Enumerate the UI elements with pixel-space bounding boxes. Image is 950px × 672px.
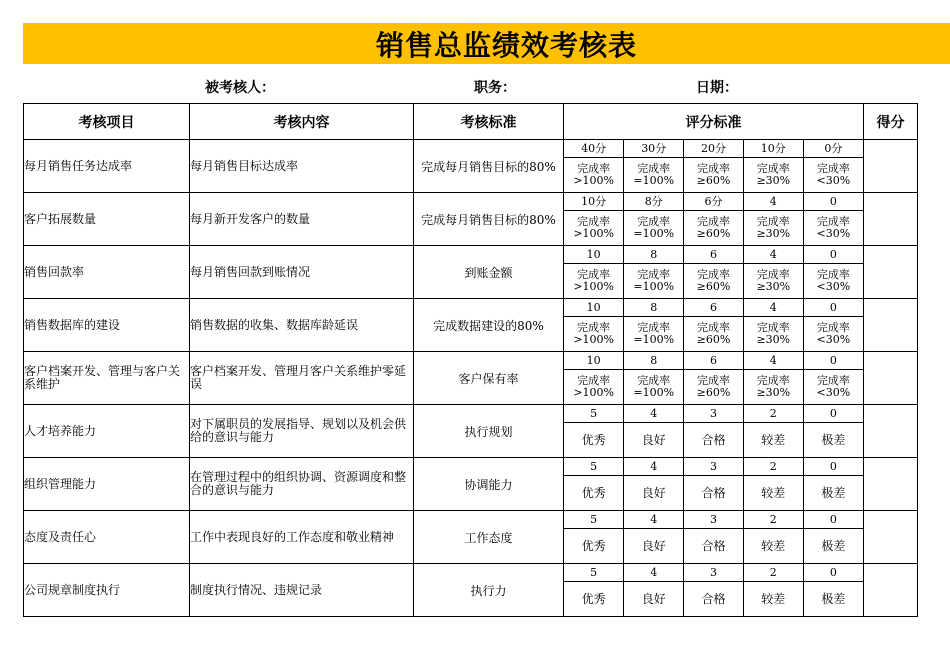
rating-criterion-line: 优秀	[581, 433, 606, 447]
rating-points: 3	[684, 511, 744, 529]
rating-criterion-line: 完成率	[637, 321, 671, 334]
rating-criterion-line: 完成率	[696, 162, 730, 175]
header-rating: 评分标准	[564, 104, 864, 140]
score-field[interactable]	[864, 405, 918, 458]
rating-criterion-line: <30%	[816, 333, 851, 346]
rating-criterion-line: 较差	[761, 592, 786, 606]
rating-criterion	[803, 264, 863, 299]
rating-criterion	[743, 423, 803, 458]
rating-criterion	[743, 582, 803, 617]
table-row	[24, 246, 918, 299]
rating-points: 6	[684, 246, 744, 264]
rating-criterion	[743, 158, 803, 193]
rating-scale	[564, 299, 864, 352]
rating-criterion-line: 完成率	[816, 374, 850, 387]
rating-points: 2	[743, 511, 803, 529]
rating-points: 40分	[564, 140, 624, 158]
rating-points: 10分	[743, 140, 803, 158]
rating-criterion	[684, 211, 744, 246]
score-field[interactable]	[864, 246, 918, 299]
rating-points: 4	[624, 405, 684, 423]
rating-criterion-line: ≥60%	[696, 280, 731, 293]
rating-scale	[564, 405, 864, 458]
rating-points: 3	[684, 458, 744, 476]
rating-criterion	[743, 317, 803, 352]
rating-criterion-line: >100%	[573, 333, 614, 346]
rating-criterion-line: 完成率	[696, 374, 730, 387]
assessment-standard: 执行规划	[414, 405, 564, 458]
rating-criterion	[743, 529, 803, 564]
rating-criterion-line: 合格	[701, 486, 726, 500]
rating-criterion-line: 较差	[761, 539, 786, 553]
rating-points: 0	[803, 246, 863, 264]
rating-criterion-line: >100%	[573, 227, 614, 240]
header-score: 得分	[864, 104, 918, 140]
rating-points: 10	[564, 299, 624, 317]
rating-criterion-line: ≥30%	[756, 174, 791, 187]
rating-criterion-line: 完成率	[577, 321, 611, 334]
rating-points: 10	[564, 352, 624, 370]
page-title: 销售总监绩效考核表	[375, 28, 637, 62]
assessment-standard: 到账金额	[414, 246, 564, 299]
rating-criterion	[624, 582, 684, 617]
rating-points: 2	[743, 458, 803, 476]
rating-criterion-line: <30%	[816, 280, 851, 293]
score-field[interactable]	[864, 564, 918, 617]
rating-points: 2	[743, 405, 803, 423]
table-row	[24, 352, 918, 405]
rating-criterion-line: <30%	[816, 227, 851, 240]
rating-criterion-line: =100%	[633, 386, 675, 399]
rating-criterion-line: ≥30%	[756, 227, 791, 240]
rating-points: 0	[803, 352, 863, 370]
rating-criterion-line: 优秀	[581, 486, 606, 500]
assessment-item: 每月销售任务达成率	[24, 140, 190, 193]
rating-criterion-line: 良好	[641, 433, 666, 447]
rating-scale	[564, 193, 864, 246]
rating-criterion	[743, 211, 803, 246]
assessment-item: 客户档案开发、管理与客户关系维护	[24, 352, 190, 405]
rating-criterion-line: <30%	[816, 386, 851, 399]
header-row	[24, 104, 918, 140]
rating-criterion-line: 完成率	[577, 268, 611, 281]
score-field[interactable]	[864, 511, 918, 564]
rating-points: 10分	[564, 193, 624, 211]
rating-points: 6	[684, 352, 744, 370]
rating-criterion	[564, 529, 624, 564]
rating-criterion	[803, 158, 863, 193]
rating-points: 8	[624, 352, 684, 370]
rating-criterion-line: =100%	[633, 227, 675, 240]
table-row	[24, 193, 918, 246]
assessment-item: 态度及责任心	[24, 511, 190, 564]
rating-criterion-line: 完成率	[756, 268, 790, 281]
rating-criterion-line: 优秀	[581, 539, 606, 553]
rating-criterion	[743, 264, 803, 299]
rating-points: 8	[624, 246, 684, 264]
assessment-table	[23, 103, 918, 617]
title-banner	[23, 23, 950, 64]
score-field[interactable]	[864, 352, 918, 405]
rating-criterion-line: 完成率	[816, 215, 850, 228]
rating-criterion-line: ≥60%	[696, 227, 731, 240]
rating-criterion-line: ≥30%	[756, 333, 791, 346]
rating-criterion	[803, 529, 863, 564]
rating-points: 4	[624, 564, 684, 582]
rating-points: 6分	[684, 193, 744, 211]
rating-criterion-line: 完成率	[756, 215, 790, 228]
rating-points: 5	[564, 405, 624, 423]
rating-points: 0	[803, 458, 863, 476]
rating-criterion	[684, 158, 744, 193]
rating-criterion-line: 较差	[761, 433, 786, 447]
header-item: 考核项目	[24, 104, 190, 140]
table-row	[24, 140, 918, 193]
score-field[interactable]	[864, 299, 918, 352]
assessment-item: 客户拓展数量	[24, 193, 190, 246]
rating-points: 10	[564, 246, 624, 264]
header-content: 考核内容	[190, 104, 414, 140]
assessment-content: 在管理过程中的组织协调、资源调度和整合的意识与能力	[190, 458, 414, 511]
rating-criterion	[564, 423, 624, 458]
rating-points: 8分	[624, 193, 684, 211]
rating-criterion-line: =100%	[633, 280, 675, 293]
rating-scale	[564, 458, 864, 511]
rating-criterion-line: 合格	[701, 539, 726, 553]
rating-criterion	[624, 370, 684, 405]
rating-points: 0	[803, 564, 863, 582]
rating-criterion-line: 完成率	[577, 374, 611, 387]
assessment-standard: 执行力	[414, 564, 564, 617]
rating-points: 5	[564, 564, 624, 582]
rating-criterion	[803, 317, 863, 352]
assessment-standard: 完成每月销售目标的80%	[414, 193, 564, 246]
rating-criterion	[803, 582, 863, 617]
date-label: 日期：	[696, 80, 738, 96]
rating-criterion-line: ≥60%	[696, 333, 731, 346]
assessee-label: 被考核人：	[205, 80, 275, 96]
rating-criterion-line: 完成率	[577, 162, 611, 175]
rating-criterion	[684, 529, 744, 564]
rating-criterion-line: 完成率	[756, 321, 790, 334]
rating-criterion	[624, 529, 684, 564]
header-standard: 考核标准	[414, 104, 564, 140]
rating-criterion-line: 极差	[821, 433, 846, 447]
rating-criterion-line: 优秀	[581, 592, 606, 606]
rating-points: 4	[743, 352, 803, 370]
rating-criterion	[684, 423, 744, 458]
rating-criterion-line: ≥30%	[756, 386, 791, 399]
rating-criterion-line: 良好	[641, 539, 666, 553]
rating-criterion	[624, 264, 684, 299]
assessment-content: 工作中表现良好的工作态度和敬业精神	[190, 511, 414, 564]
rating-criterion-line: 合格	[701, 433, 726, 447]
rating-points: 4	[743, 193, 803, 211]
rating-criterion-line: ≥60%	[696, 386, 731, 399]
rating-criterion	[624, 423, 684, 458]
assessment-standard: 完成每月销售目标的80%	[414, 140, 564, 193]
assessment-item: 组织管理能力	[24, 458, 190, 511]
rating-criterion	[564, 370, 624, 405]
rating-criterion	[684, 582, 744, 617]
rating-points: 4	[624, 458, 684, 476]
rating-points: 5	[564, 458, 624, 476]
rating-criterion	[803, 370, 863, 405]
rating-criterion-line: 极差	[821, 539, 846, 553]
assessment-standard: 工作态度	[414, 511, 564, 564]
rating-points: 30分	[624, 140, 684, 158]
rating-criterion	[803, 211, 863, 246]
rating-criterion-line: 完成率	[637, 268, 671, 281]
rating-criterion-line: 完成率	[637, 374, 671, 387]
rating-criterion	[624, 317, 684, 352]
rating-criterion	[803, 476, 863, 511]
rating-criterion-line: 完成率	[816, 321, 850, 334]
rating-scale	[564, 140, 864, 193]
rating-criterion	[684, 476, 744, 511]
rating-criterion	[743, 370, 803, 405]
table-row	[24, 564, 918, 617]
rating-criterion	[564, 158, 624, 193]
table-row	[24, 405, 918, 458]
rating-criterion	[624, 476, 684, 511]
rating-criterion	[564, 582, 624, 617]
rating-criterion-line: ≥60%	[696, 174, 731, 187]
rating-points: 3	[684, 564, 744, 582]
rating-points: 4	[624, 511, 684, 529]
assessment-content: 客户档案开发、管理月客户关系维护零延误	[190, 352, 414, 405]
rating-criterion	[624, 211, 684, 246]
rating-points: 20分	[684, 140, 744, 158]
rating-criterion-line: 完成率	[816, 162, 850, 175]
rating-points: 0	[803, 193, 863, 211]
score-field[interactable]	[864, 140, 918, 193]
rating-scale	[564, 511, 864, 564]
assessment-item: 销售回款率	[24, 246, 190, 299]
rating-criterion-line: 完成率	[577, 215, 611, 228]
rating-criterion	[564, 264, 624, 299]
rating-criterion	[564, 317, 624, 352]
rating-points: 3	[684, 405, 744, 423]
assessment-content: 每月销售目标达成率	[190, 140, 414, 193]
rating-criterion-line: 良好	[641, 592, 666, 606]
assessment-item: 公司规章制度执行	[24, 564, 190, 617]
rating-criterion-line: >100%	[573, 280, 614, 293]
assessment-standard: 客户保有率	[414, 352, 564, 405]
rating-criterion-line: 完成率	[637, 162, 671, 175]
rating-criterion-line: 极差	[821, 486, 846, 500]
assessment-item: 人才培养能力	[24, 405, 190, 458]
rating-scale	[564, 564, 864, 617]
rating-criterion-line: 较差	[761, 486, 786, 500]
rating-criterion	[803, 423, 863, 458]
rating-criterion-line: 完成率	[696, 321, 730, 334]
rating-points: 5	[564, 511, 624, 529]
rating-criterion	[564, 211, 624, 246]
rating-criterion	[684, 264, 744, 299]
score-field[interactable]	[864, 458, 918, 511]
table-row	[24, 299, 918, 352]
rating-criterion-line: >100%	[573, 386, 614, 399]
table-row	[24, 511, 918, 564]
rating-criterion-line: ≥30%	[756, 280, 791, 293]
score-field[interactable]	[864, 193, 918, 246]
rating-criterion-line: >100%	[573, 174, 614, 187]
rating-criterion-line: 良好	[641, 486, 666, 500]
rating-points: 6	[684, 299, 744, 317]
rating-scale	[564, 352, 864, 405]
assessment-standard: 协调能力	[414, 458, 564, 511]
rating-points: 0	[803, 299, 863, 317]
rating-criterion	[743, 476, 803, 511]
rating-criterion-line: 完成率	[696, 215, 730, 228]
rating-criterion-line: 完成率	[756, 374, 790, 387]
rating-criterion-line: 完成率	[696, 268, 730, 281]
rating-criterion-line: 完成率	[816, 268, 850, 281]
assessment-content: 对下属职员的发展指导、规划以及机会供给的意识与能力	[190, 405, 414, 458]
assessment-content: 销售数据的收集、数据库龄延误	[190, 299, 414, 352]
rating-points: 0	[803, 511, 863, 529]
rating-criterion-line: 极差	[821, 592, 846, 606]
rating-scale	[564, 246, 864, 299]
rating-criterion-line: 合格	[701, 592, 726, 606]
position-label: 职务：	[474, 80, 516, 96]
rating-criterion	[684, 370, 744, 405]
assessment-standard: 完成数据建设的80%	[414, 299, 564, 352]
rating-criterion	[684, 317, 744, 352]
rating-criterion-line: 完成率	[756, 162, 790, 175]
rating-points: 4	[743, 246, 803, 264]
assessment-content: 每月销售回款到账情况	[190, 246, 414, 299]
rating-points: 4	[743, 299, 803, 317]
rating-points: 0	[803, 405, 863, 423]
rating-criterion-line: =100%	[633, 333, 675, 346]
assessment-item: 销售数据库的建设	[24, 299, 190, 352]
rating-points: 8	[624, 299, 684, 317]
rating-points: 0分	[803, 140, 863, 158]
table-row	[24, 458, 918, 511]
rating-criterion-line: <30%	[816, 174, 851, 187]
rating-criterion	[564, 476, 624, 511]
rating-points: 2	[743, 564, 803, 582]
rating-criterion	[624, 158, 684, 193]
assessment-content: 制度执行情况、违规记录	[190, 564, 414, 617]
rating-criterion-line: =100%	[633, 174, 675, 187]
rating-criterion-line: 完成率	[637, 215, 671, 228]
assessment-content: 每月新开发客户的数量	[190, 193, 414, 246]
